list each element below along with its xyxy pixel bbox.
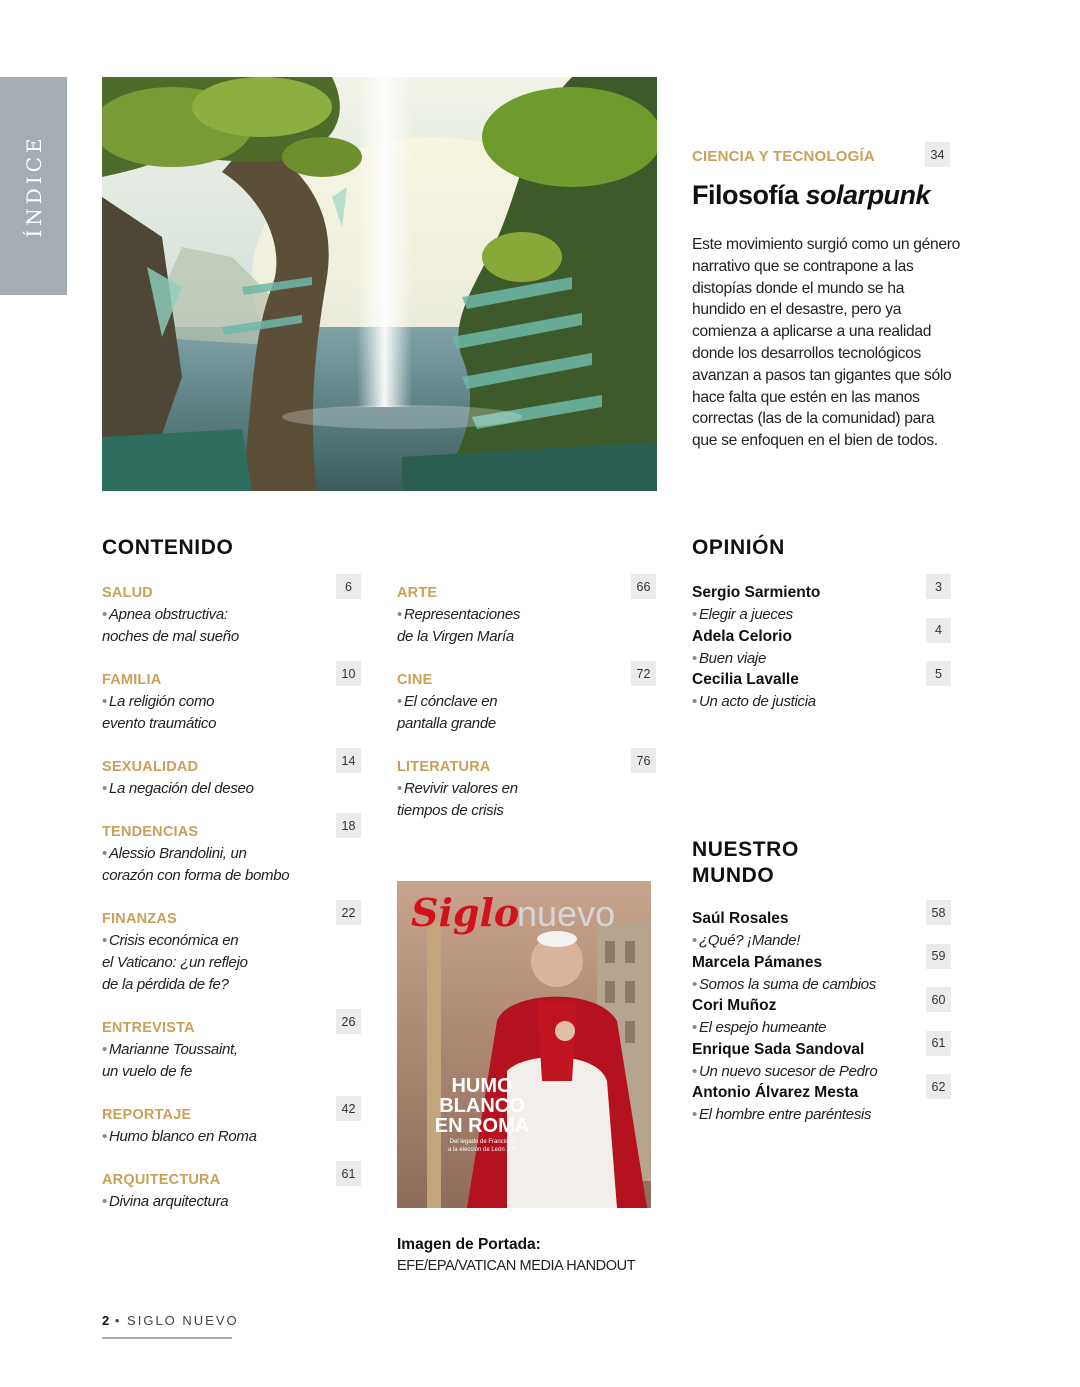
toc-entry[interactable] bbox=[102, 821, 330, 887]
toc-description-line bbox=[102, 1126, 330, 1148]
author-article-text: El hombre entre paréntesis bbox=[698, 1106, 872, 1123]
author-entry[interactable] bbox=[692, 1039, 920, 1083]
author-entry[interactable] bbox=[692, 669, 920, 713]
author-page-number: 61 bbox=[926, 1031, 951, 1056]
toc-description-line bbox=[397, 604, 625, 626]
contenido-heading: CONTENIDO bbox=[102, 536, 234, 559]
bullet-icon: • bbox=[692, 975, 697, 993]
author-name: Saúl Rosales bbox=[692, 910, 789, 927]
toc-description-line bbox=[397, 713, 625, 735]
toc-description-line bbox=[102, 626, 330, 648]
toc-entry[interactable] bbox=[397, 669, 625, 735]
author-article-text: Buen viaje bbox=[698, 649, 767, 667]
toc-page-number: 76 bbox=[631, 748, 656, 773]
toc-description-text: tiempos de crisis bbox=[397, 801, 504, 819]
toc-description-text: Alessio Brandolini, un bbox=[108, 845, 247, 862]
toc-description-line bbox=[102, 952, 330, 974]
toc-page-number: 72 bbox=[631, 661, 656, 686]
bullet-icon: • bbox=[692, 693, 697, 710]
toc-description-text: La negación del deseo bbox=[108, 780, 254, 797]
bullet-icon: • bbox=[102, 780, 107, 797]
bullet-icon: • bbox=[692, 1062, 697, 1080]
bullet-icon: • bbox=[102, 1193, 107, 1210]
footer-rule bbox=[102, 1337, 232, 1339]
toc-description-text: Revivir valores en bbox=[403, 780, 518, 797]
toc-entry[interactable] bbox=[397, 582, 625, 648]
toc-description-text: Divina arquitectura bbox=[108, 1193, 229, 1210]
author-article-text: ¿Qué? ¡Mande! bbox=[698, 932, 801, 949]
footer-separator: • bbox=[114, 1313, 122, 1328]
mundo-heading bbox=[692, 837, 799, 889]
bullet-icon: • bbox=[102, 606, 107, 623]
author-page-number: 3 bbox=[926, 574, 951, 599]
toc-description-text: un vuelo de fe bbox=[102, 1062, 193, 1080]
toc-category: REPORTAJE bbox=[102, 1107, 192, 1123]
feature-title-italic: solarpunk bbox=[805, 180, 931, 210]
toc-category: LITERATURA bbox=[397, 759, 491, 775]
cover-headline-1: HUMO bbox=[451, 1075, 513, 1097]
toc-page-number: 22 bbox=[336, 900, 361, 925]
author-article bbox=[692, 1061, 920, 1083]
toc-entry[interactable] bbox=[102, 756, 330, 800]
feature-text: Este movimiento surgió como un género narrativo que se contrapone a las distopías donde el mundo se ha hundido en el desastre, pero ya comienza a aplicarse a una realidad donde los desarrollos tecnológicos avanzan a pasos tan gigantes que sólo hace falta que estén en las manos correctas (las de la comunidad) para que se enfoquen en el bien de todos. bbox=[692, 236, 960, 450]
cover-caption-heading: Imagen de Portada: bbox=[397, 1236, 541, 1253]
toc-page-number: 42 bbox=[336, 1096, 361, 1121]
toc-category: ARTE bbox=[397, 585, 438, 601]
toc-description-text: Crisis económica en bbox=[108, 932, 239, 949]
toc-description-line bbox=[102, 604, 330, 626]
author-page-number: 4 bbox=[926, 618, 951, 643]
toc-description-text: corazón con forma de bombo bbox=[102, 866, 290, 884]
bullet-icon: • bbox=[102, 1128, 107, 1145]
toc-description-line bbox=[102, 713, 330, 735]
toc-description-line bbox=[102, 1061, 330, 1083]
toc-description-text: de la Virgen María bbox=[397, 627, 514, 645]
bullet-icon: • bbox=[397, 693, 402, 710]
toc-entry[interactable] bbox=[102, 669, 330, 735]
author-article bbox=[692, 604, 920, 626]
feature-category: CIENCIA Y TECNOLOGÍA bbox=[692, 148, 875, 165]
feature-title-plain: Filosofía bbox=[692, 180, 799, 210]
toc-entry[interactable] bbox=[102, 1017, 330, 1083]
mundo-heading-line1: NUESTRO bbox=[692, 838, 799, 861]
cover-subline-2: a la elección de León XIV bbox=[447, 1147, 517, 1153]
author-name: Sergio Sarmiento bbox=[692, 584, 821, 601]
cover-caption-text: EFE/EPA/VATICAN MEDIA HANDOUT bbox=[397, 1258, 636, 1274]
bullet-icon: • bbox=[692, 1106, 697, 1123]
toc-entry[interactable] bbox=[397, 756, 625, 822]
feature-page-number: 34 bbox=[925, 142, 950, 167]
author-entry[interactable] bbox=[692, 626, 920, 670]
author-article-text: Un acto de justicia bbox=[698, 693, 816, 710]
author-article bbox=[692, 1104, 920, 1126]
toc-description-line bbox=[102, 691, 330, 713]
author-name: Cori Muñoz bbox=[692, 997, 777, 1014]
toc-page-number: 66 bbox=[631, 574, 656, 599]
toc-description-line bbox=[397, 778, 625, 800]
toc-category: TENDENCIAS bbox=[102, 824, 199, 840]
toc-description-text: Representaciones bbox=[403, 606, 521, 623]
author-name: Marcela Pámanes bbox=[692, 953, 823, 971]
author-entry[interactable] bbox=[692, 582, 920, 626]
author-article bbox=[692, 648, 920, 670]
toc-description-line bbox=[102, 865, 330, 887]
author-article bbox=[692, 691, 920, 713]
author-name: Antonio Álvarez Mesta bbox=[692, 1084, 859, 1101]
footer-publication: SIGLO NUEVO bbox=[127, 1313, 239, 1328]
bullet-icon: • bbox=[692, 649, 697, 667]
toc-description-line bbox=[102, 930, 330, 952]
toc-description-line bbox=[102, 1039, 330, 1061]
toc-page-number: 6 bbox=[336, 574, 361, 599]
author-name: Adela Celorio bbox=[692, 627, 792, 645]
toc-entry[interactable] bbox=[102, 582, 330, 648]
feature-title bbox=[692, 180, 930, 211]
author-page-number: 62 bbox=[926, 1074, 951, 1099]
bullet-icon: • bbox=[692, 1019, 697, 1036]
toc-description-line bbox=[102, 778, 330, 800]
toc-description-text: Apnea obstructiva: bbox=[108, 606, 228, 623]
toc-page-number: 10 bbox=[336, 661, 361, 686]
toc-description-line bbox=[102, 974, 330, 996]
author-name: Enrique Sada Sandoval bbox=[692, 1040, 865, 1058]
toc-description-text: Humo blanco en Roma bbox=[108, 1128, 257, 1145]
bullet-icon: • bbox=[692, 932, 697, 949]
toc-page-number: 14 bbox=[336, 748, 361, 773]
author-article-text: Un nuevo sucesor de Pedro bbox=[698, 1062, 878, 1080]
page-footer bbox=[102, 1313, 239, 1328]
toc-category: FAMILIA bbox=[102, 672, 162, 688]
author-entry[interactable] bbox=[692, 1082, 920, 1126]
author-entry[interactable] bbox=[692, 908, 920, 952]
author-article-text: El espejo humeante bbox=[698, 1019, 827, 1036]
author-page-number: 60 bbox=[926, 987, 951, 1012]
toc-page-number: 26 bbox=[336, 1009, 361, 1034]
bullet-icon: • bbox=[102, 932, 107, 949]
toc-description-line bbox=[397, 691, 625, 713]
author-article-text: Somos la suma de cambios bbox=[698, 975, 877, 993]
bullet-icon: • bbox=[102, 693, 107, 710]
author-page-number: 59 bbox=[926, 944, 951, 969]
bullet-icon: • bbox=[397, 606, 402, 623]
cover-subline-1: Del legado de Francisco bbox=[449, 1139, 515, 1145]
toc-entry[interactable] bbox=[102, 1169, 330, 1213]
bullet-icon: • bbox=[102, 1041, 107, 1058]
footer-page-number: 2 bbox=[102, 1313, 110, 1328]
toc-category: FINANZAS bbox=[102, 911, 177, 927]
toc-description-text: el Vaticano: ¿un reflejo bbox=[102, 953, 248, 971]
cover-headline-3: EN ROMA bbox=[434, 1115, 530, 1137]
toc-description-line bbox=[102, 1191, 330, 1213]
author-page-number: 5 bbox=[926, 661, 951, 686]
toc-description-line bbox=[397, 626, 625, 648]
toc-description-text: El cónclave en bbox=[403, 693, 498, 710]
toc-category: ARQUITECTURA bbox=[102, 1172, 221, 1188]
author-entry[interactable] bbox=[692, 952, 920, 996]
author-name: Cecilia Lavalle bbox=[692, 671, 799, 688]
author-entry[interactable] bbox=[692, 995, 920, 1039]
toc-description-text: noches de mal sueño bbox=[102, 627, 239, 645]
toc-description-text: Marianne Toussaint, bbox=[108, 1041, 238, 1058]
side-tab-label: ÍNDICE bbox=[21, 134, 46, 238]
hero-image bbox=[102, 77, 657, 491]
side-tab bbox=[0, 77, 67, 295]
author-article bbox=[692, 974, 920, 996]
toc-description-line bbox=[397, 800, 625, 822]
toc-description-text: de la pérdida de fe? bbox=[102, 975, 229, 993]
toc-entry[interactable] bbox=[102, 1104, 330, 1148]
toc-category: SEXUALIDAD bbox=[102, 759, 199, 775]
cover-image bbox=[397, 881, 651, 1208]
toc-page-number: 61 bbox=[336, 1161, 361, 1186]
cover-logo-nuevo: nuevo bbox=[517, 893, 616, 934]
author-article-text: Elegir a jueces bbox=[698, 606, 793, 623]
bullet-icon: • bbox=[102, 845, 107, 862]
bullet-icon: • bbox=[692, 606, 697, 623]
author-article bbox=[692, 1017, 920, 1039]
opinion-heading: OPINIÓN bbox=[692, 536, 785, 559]
cover-logo-siglo: Siglo bbox=[411, 890, 520, 935]
author-article bbox=[692, 930, 920, 952]
toc-description-line bbox=[102, 843, 330, 865]
author-page-number: 58 bbox=[926, 900, 951, 925]
toc-description-text: La religión como bbox=[108, 693, 215, 710]
toc-category: SALUD bbox=[102, 585, 153, 601]
cover-headline-2: BLANCO bbox=[439, 1095, 525, 1117]
toc-category: CINE bbox=[397, 672, 433, 688]
mundo-heading-line2: MUNDO bbox=[692, 864, 775, 887]
toc-category: ENTREVISTA bbox=[102, 1020, 195, 1036]
toc-entry[interactable] bbox=[102, 908, 330, 995]
toc-page-number: 18 bbox=[336, 813, 361, 838]
bullet-icon: • bbox=[397, 780, 402, 797]
toc-description-text: pantalla grande bbox=[397, 714, 496, 732]
toc-description-text: evento traumático bbox=[102, 714, 217, 732]
